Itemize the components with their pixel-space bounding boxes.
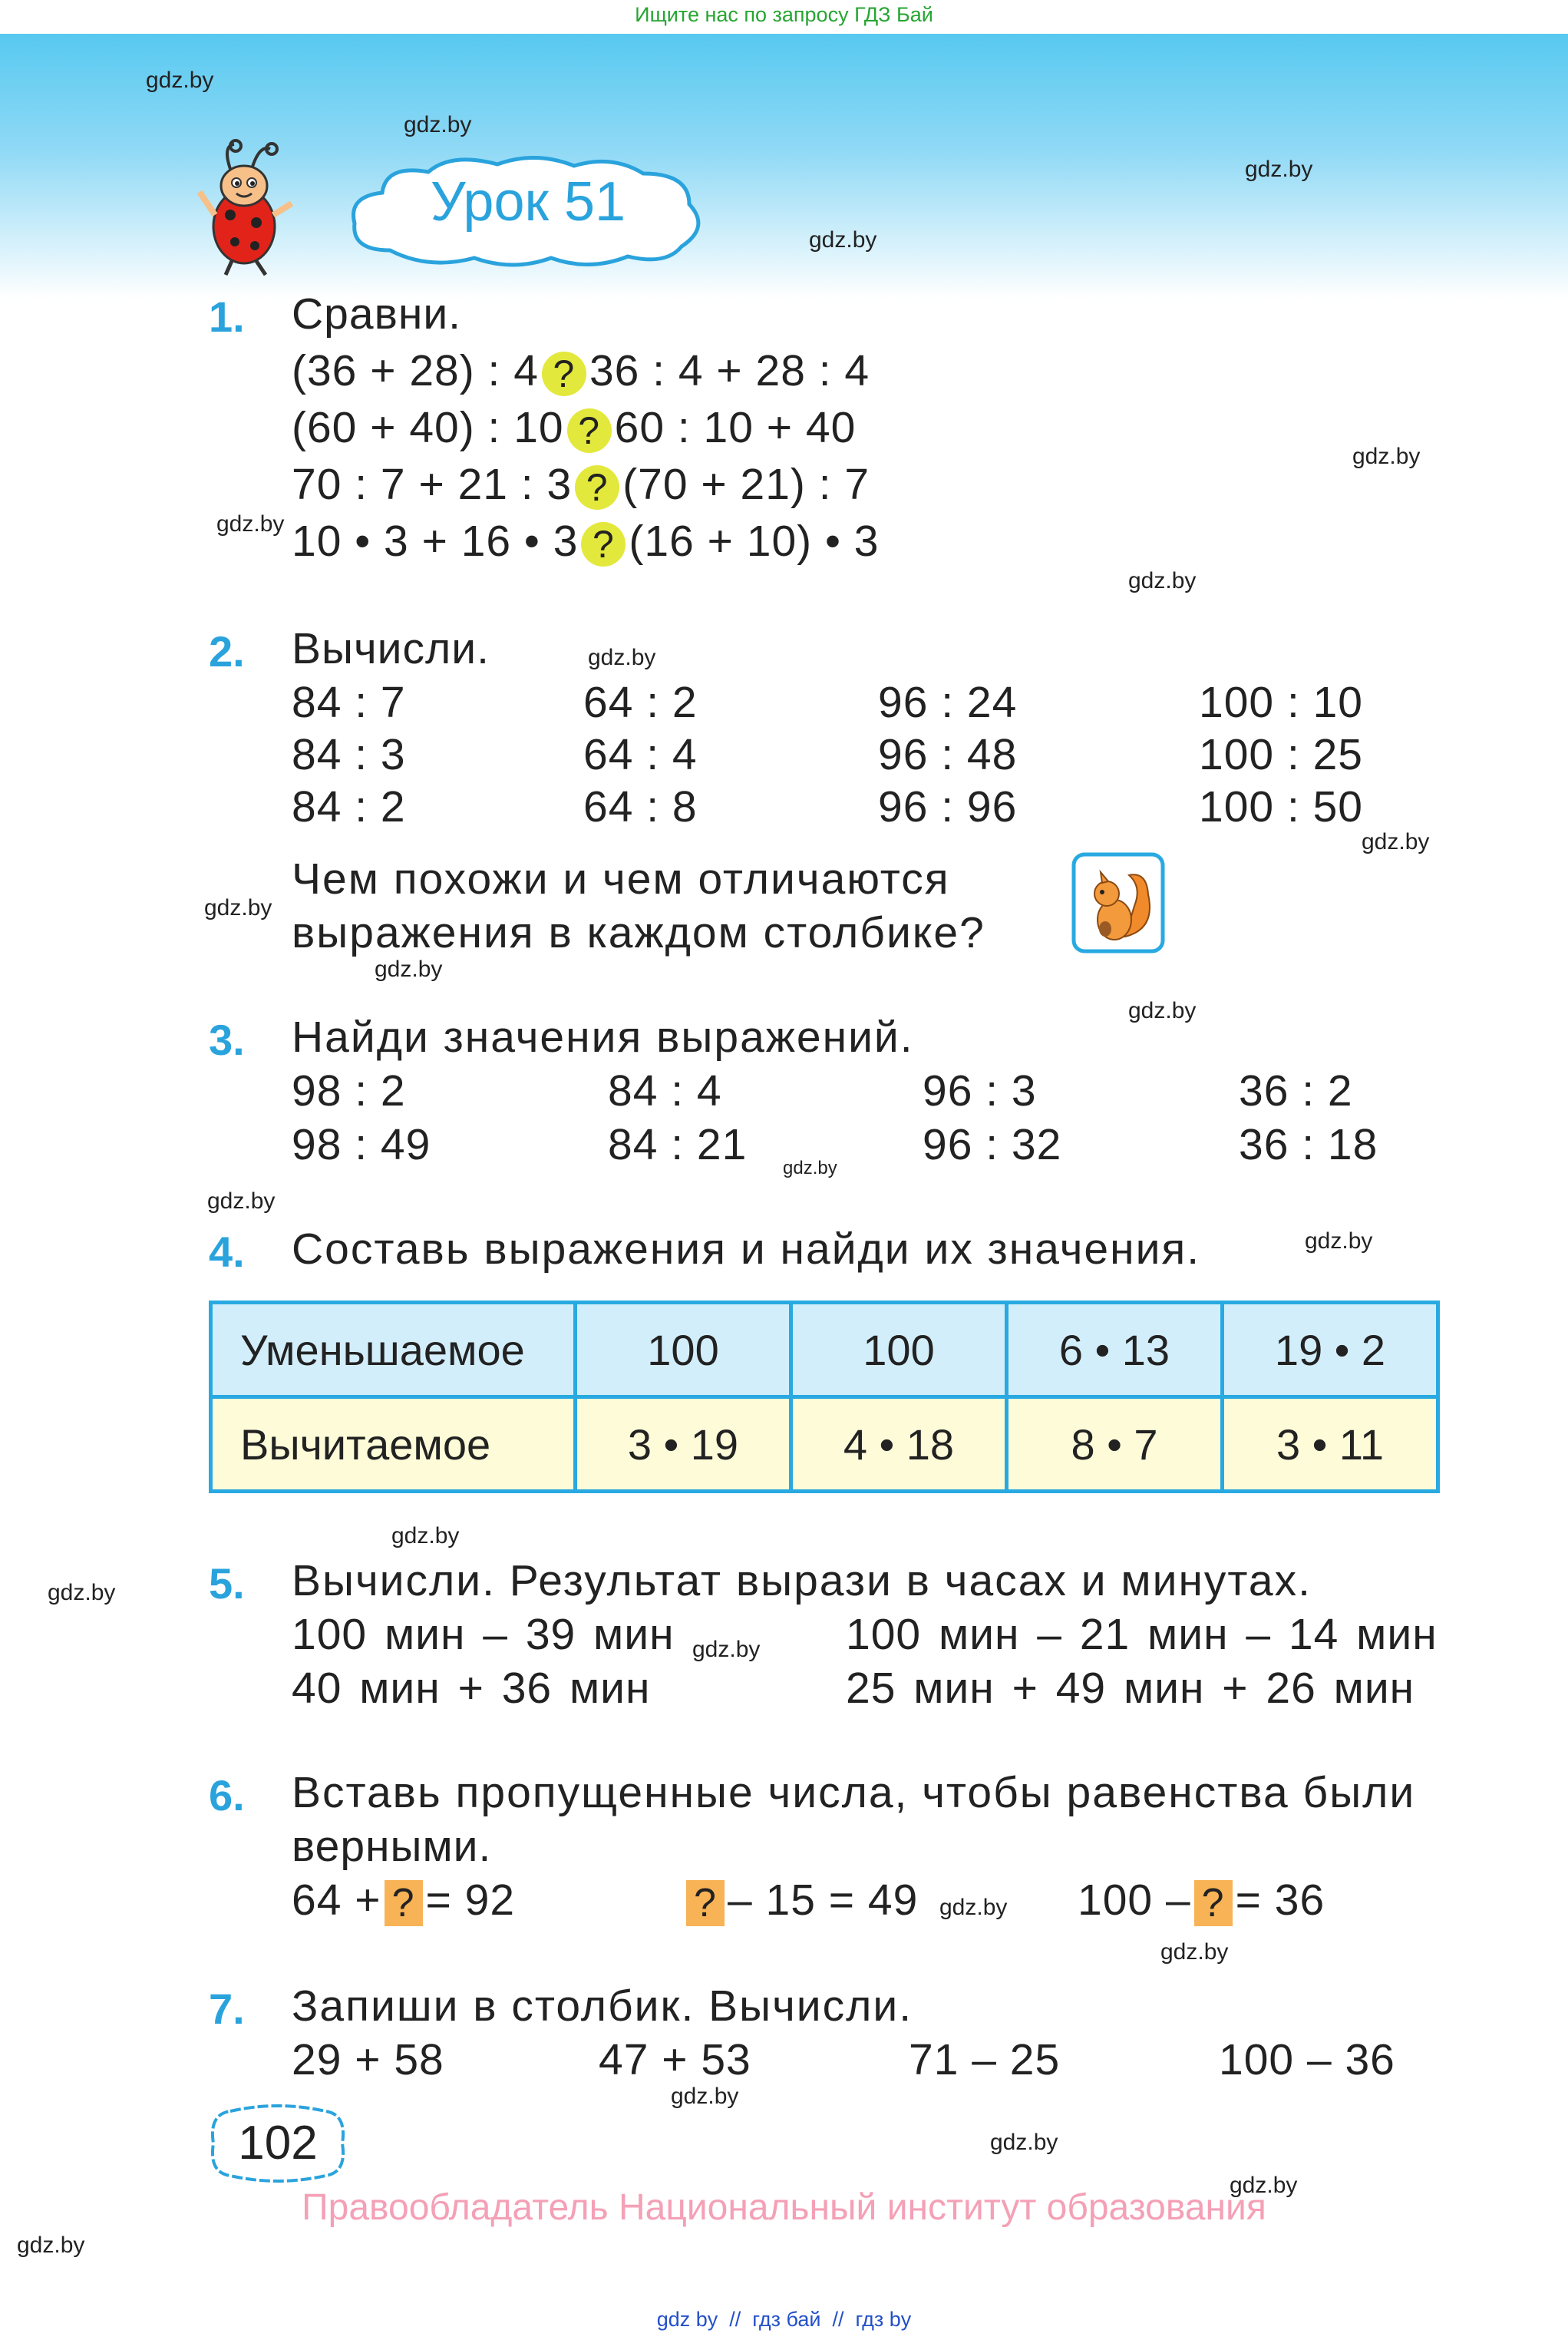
table-cell: 3 • 11 — [1223, 1397, 1438, 1492]
expr-left: 70 : 7 + 21 : 3 — [292, 460, 573, 509]
watermark: gdz.by — [391, 1523, 460, 1548]
missing-number-box[interactable]: ? — [1194, 1880, 1233, 1926]
watermark: gdz.by — [1128, 998, 1197, 1023]
task-title-continued: верными. — [292, 1822, 492, 1871]
expression: 100 – 36 — [1219, 2035, 1395, 2084]
table-header-subtrahend: Вычитаемое — [211, 1397, 576, 1492]
watermark: gdz.by — [783, 1158, 837, 1178]
table-cell: 6 • 13 — [1007, 1303, 1223, 1397]
expression: 100 : 50 — [1199, 782, 1364, 831]
equation-part: = 92 — [425, 1876, 516, 1925]
expr-right: 36 : 4 + 28 : 4 — [589, 346, 870, 395]
table-cell: 100 — [576, 1303, 791, 1397]
question-mark-icon[interactable]: ? — [542, 352, 586, 396]
task-title: Вычисли. Результат вырази в часах и минутах. — [292, 1556, 1312, 1605]
watermark: gdz.by — [216, 511, 285, 537]
task-title: Найди значения выражений. — [292, 1013, 914, 1062]
watermark: gdz.by — [48, 1580, 116, 1605]
watermark: gdz.by — [671, 2084, 739, 2109]
table-cell: 8 • 7 — [1007, 1397, 1223, 1492]
task-number: 3. — [209, 1016, 245, 1064]
watermark: gdz.by — [204, 895, 272, 920]
missing-number-box[interactable]: ? — [686, 1880, 725, 1926]
expr-left: (60 + 40) : 10 — [292, 403, 564, 452]
task-title: Сравни. — [292, 289, 462, 339]
expression: 47 + 53 — [599, 2035, 751, 2084]
expression: 84 : 21 — [608, 1120, 748, 1169]
bottom-links[interactable]: gdz by // гдз бай // гдз by — [656, 2308, 912, 2331]
table-cell: 4 • 18 — [791, 1397, 1007, 1492]
watermark: gdz.by — [1230, 2173, 1298, 2198]
expression: 96 : 24 — [878, 678, 1018, 727]
task-number: 6. — [209, 1771, 245, 1819]
equation-part: = 36 — [1235, 1876, 1325, 1925]
expression: 84 : 7 — [292, 678, 406, 727]
page-number: 102 — [238, 2117, 318, 2170]
question-mark-icon[interactable]: ? — [575, 465, 619, 510]
expr-left: 10 • 3 + 16 • 3 — [292, 517, 579, 566]
equation — [1078, 1875, 1325, 1926]
expr-right: (16 + 10) • 3 — [629, 517, 880, 566]
expression: 96 : 48 — [878, 730, 1018, 779]
watermark: gdz.by — [404, 112, 472, 137]
watermark: gdz.by — [1245, 157, 1313, 182]
watermark: gdz.by — [809, 227, 877, 253]
table-cell: 100 — [791, 1303, 1007, 1397]
expr-right: (70 + 21) : 7 — [622, 460, 870, 509]
equation — [292, 1875, 515, 1926]
expr-right: 60 : 10 + 40 — [614, 403, 857, 452]
task-title: Составь выражения и найди их значения. — [292, 1225, 1201, 1274]
task-title: Вставь пропущенные числа, чтобы равенства были — [292, 1768, 1416, 1817]
watermark: gdz.by — [939, 1895, 1008, 1920]
compare-row — [292, 345, 870, 396]
watermark: gdz.by — [1128, 568, 1197, 593]
equation-part: – 15 = 49 — [728, 1876, 919, 1925]
lesson-title: Урок 51 — [430, 171, 626, 233]
subtraction-table — [209, 1301, 1440, 1493]
expression: 25 мин + 49 мин + 26 мин — [846, 1664, 1415, 1713]
task-number: 1. — [209, 292, 245, 341]
question-text: выражения в каждом столбике? — [292, 908, 985, 957]
expression: 36 : 2 — [1239, 1066, 1353, 1115]
table-row — [211, 1397, 1438, 1492]
equation-part: 100 – — [1078, 1876, 1191, 1925]
equation — [683, 1875, 918, 1926]
table-cell: 19 • 2 — [1223, 1303, 1438, 1397]
missing-number-box[interactable]: ? — [385, 1880, 423, 1926]
compare-row — [292, 516, 879, 567]
watermark: gdz.by — [692, 1637, 761, 1662]
table-cell: 3 • 19 — [576, 1397, 791, 1492]
copyright-text: Правообладатель Национальный институт образования — [302, 2187, 1266, 2228]
expression: 29 + 58 — [292, 2035, 444, 2084]
expression: 98 : 49 — [292, 1120, 431, 1169]
watermark: gdz.by — [1362, 829, 1430, 854]
expression: 100 мин – 39 мин — [292, 1610, 675, 1659]
expression: 71 – 25 — [909, 2035, 1061, 2084]
expression: 96 : 96 — [878, 782, 1018, 831]
expression: 36 : 18 — [1239, 1120, 1378, 1169]
top-search-link[interactable]: Ищите нас по запросу ГДЗ Бай — [635, 3, 933, 26]
watermark: gdz.by — [375, 957, 443, 982]
squirrel-icon — [1071, 852, 1165, 954]
expression: 84 : 4 — [608, 1066, 722, 1115]
ladybug-icon — [192, 138, 299, 276]
question-text: Чем похожи и чем отличаются — [292, 854, 950, 904]
question-mark-icon[interactable]: ? — [581, 522, 626, 567]
watermark: gdz.by — [1305, 1228, 1373, 1254]
watermark: gdz.by — [17, 2233, 85, 2258]
compare-row — [292, 402, 856, 453]
watermark: gdz.by — [207, 1188, 276, 1214]
expression: 100 : 10 — [1199, 678, 1364, 727]
question-mark-icon[interactable]: ? — [567, 408, 612, 453]
compare-row — [292, 459, 870, 510]
expression: 100 мин – 21 мин – 14 мин — [846, 1610, 1438, 1659]
task-number: 4. — [209, 1228, 245, 1276]
expression: 40 мин + 36 мин — [292, 1664, 651, 1713]
table-header-minuend: Уменьшаемое — [211, 1303, 576, 1397]
task-title: Запиши в столбик. Вычисли. — [292, 1981, 913, 2031]
table-row — [211, 1303, 1438, 1397]
expression: 64 : 8 — [583, 782, 698, 831]
expression: 64 : 2 — [583, 678, 698, 727]
expression: 100 : 25 — [1199, 730, 1364, 779]
task-number: 5. — [209, 1559, 245, 1608]
expression: 64 : 4 — [583, 730, 698, 779]
watermark: gdz.by — [588, 645, 656, 670]
task-number: 7. — [209, 1985, 245, 2033]
watermark: gdz.by — [990, 2130, 1058, 2155]
expression: 84 : 3 — [292, 730, 406, 779]
expression: 96 : 32 — [923, 1120, 1062, 1169]
watermark: gdz.by — [1352, 444, 1421, 469]
task-number: 2. — [209, 627, 245, 676]
watermark: gdz.by — [1160, 1939, 1229, 1965]
task-title: Вычисли. — [292, 624, 490, 673]
expression: 96 : 3 — [923, 1066, 1037, 1115]
equation-part: 64 + — [292, 1876, 381, 1925]
expression: 84 : 2 — [292, 782, 406, 831]
watermark: gdz.by — [146, 68, 214, 93]
expression: 98 : 2 — [292, 1066, 406, 1115]
expr-left: (36 + 28) : 4 — [292, 346, 539, 395]
